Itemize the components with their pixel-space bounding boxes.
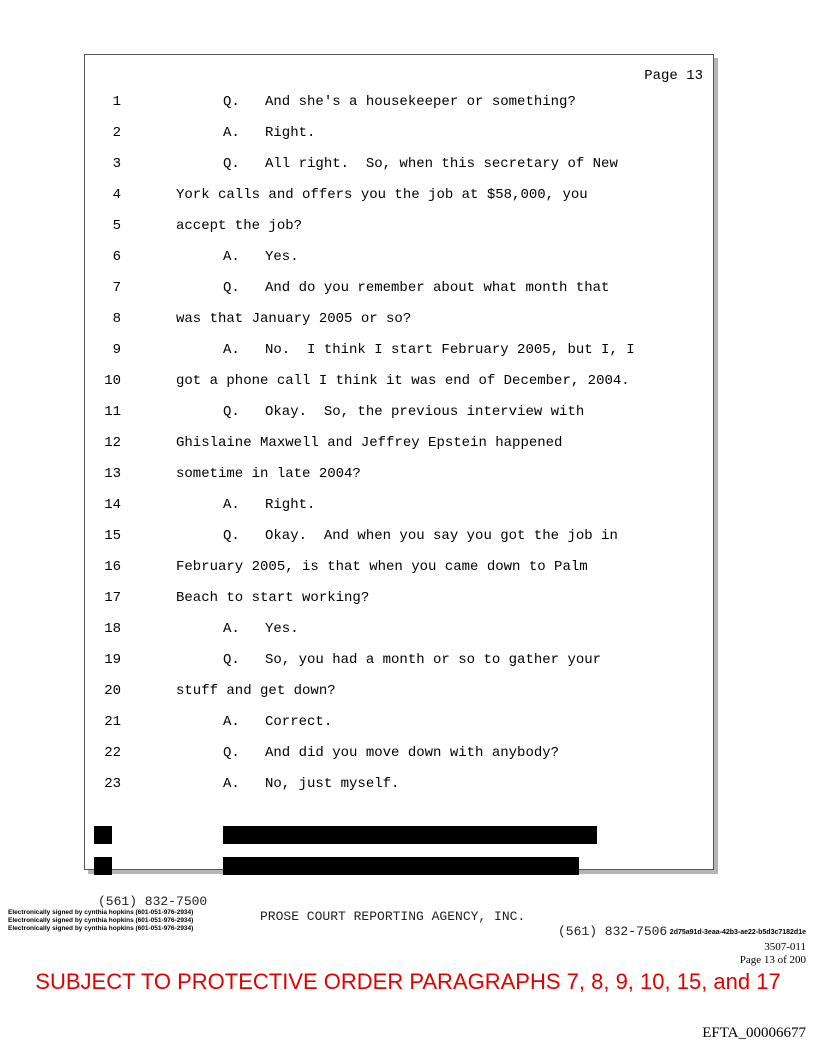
transcript-line bbox=[85, 185, 705, 205]
signature-line: Electronically signed by cynthia hopkins (601-051-976-2934) bbox=[8, 925, 194, 932]
transcript-line bbox=[85, 495, 705, 515]
line-text: A. No, just myself. bbox=[223, 776, 400, 792]
line-number: 2 bbox=[112, 125, 121, 141]
transcript-line bbox=[85, 340, 705, 360]
line-number: 3 bbox=[112, 156, 121, 172]
line-text: got a phone call I think it was end of December, 2004. bbox=[176, 373, 630, 389]
transcript-line bbox=[85, 371, 705, 391]
footer-agency: PROSE COURT REPORTING AGENCY, INC. bbox=[260, 909, 526, 924]
line-number: 15 bbox=[104, 528, 121, 544]
line-number: 20 bbox=[104, 683, 121, 699]
redaction-block bbox=[223, 826, 597, 844]
line-text: A. No. I think I start February 2005, but I, I bbox=[223, 342, 635, 358]
line-text: sometime in late 2004? bbox=[176, 466, 361, 482]
line-number: 18 bbox=[104, 621, 121, 637]
line-text: A. Correct. bbox=[223, 714, 333, 730]
line-text: Q. Okay. And when you say you got the job in bbox=[223, 528, 618, 544]
line-text: was that January 2005 or so? bbox=[176, 311, 412, 327]
line-text: Ghislaine Maxwell and Jeffrey Epstein happened bbox=[176, 435, 563, 451]
transcript-line bbox=[85, 92, 705, 112]
transcript-line bbox=[85, 154, 705, 174]
efta-id: EFTA_00006677 bbox=[702, 1025, 806, 1041]
line-text: Q. And did you move down with anybody? bbox=[223, 745, 560, 761]
line-text: Q. Okay. So, the previous interview with bbox=[223, 404, 585, 420]
transcript-line bbox=[85, 774, 705, 794]
line-text: Q. All right. So, when this secretary of New bbox=[223, 156, 618, 172]
line-number: 11 bbox=[104, 404, 121, 420]
line-number: 16 bbox=[104, 559, 121, 575]
redaction-block bbox=[223, 857, 579, 875]
transcript-line bbox=[85, 588, 705, 608]
line-number: 14 bbox=[104, 497, 121, 513]
signature-line: Electronically signed by cynthia hopkins (601-051-976-2934) bbox=[8, 917, 194, 924]
transcript-line bbox=[85, 464, 705, 484]
transcript-line bbox=[85, 743, 705, 763]
line-text: Q. And she's a housekeeper or something? bbox=[223, 94, 576, 110]
line-text: February 2005, is that when you came down to Palm bbox=[176, 559, 588, 575]
transcript-line bbox=[85, 619, 705, 639]
line-number: 1 bbox=[112, 94, 121, 110]
protective-order-notice: SUBJECT TO PROTECTIVE ORDER PARAGRAPHS 7, 8, 9, 10, 15, and 17 bbox=[35, 969, 781, 994]
page-label: Page 13 bbox=[644, 68, 703, 84]
footer-phone-left: (561) 832-7500 bbox=[98, 894, 208, 909]
line-text: York calls and offers you the job at $58,000, you bbox=[176, 187, 588, 203]
line-number: 21 bbox=[104, 714, 121, 730]
line-number: 8 bbox=[112, 311, 121, 327]
line-text: A. Yes. bbox=[223, 249, 299, 265]
line-number: 19 bbox=[104, 652, 121, 668]
line-number: 22 bbox=[104, 745, 121, 761]
bates-stamp bbox=[740, 941, 806, 967]
redaction-block bbox=[94, 857, 112, 875]
transcript-line bbox=[85, 557, 705, 577]
transcript-page bbox=[84, 54, 714, 870]
transcript-line bbox=[85, 247, 705, 267]
page-count: Page 13 of 200 bbox=[739, 954, 806, 966]
transcript-line bbox=[85, 433, 705, 453]
line-number: 17 bbox=[104, 590, 121, 606]
line-number: 6 bbox=[112, 249, 121, 265]
footer-phone-right: (561) 832-7506 bbox=[558, 924, 668, 939]
line-text: Q. And do you remember about what month that bbox=[223, 280, 610, 296]
line-number: 9 bbox=[112, 342, 121, 358]
transcript-line bbox=[85, 123, 705, 143]
line-number: 4 bbox=[112, 187, 121, 203]
line-number: 7 bbox=[112, 280, 121, 296]
transcript-line bbox=[85, 650, 705, 670]
transcript-line bbox=[85, 681, 705, 701]
line-text: stuff and get down? bbox=[176, 683, 336, 699]
signature-line: Electronically signed by cynthia hopkins (601-051-976-2934) bbox=[8, 909, 194, 916]
document-hash: 2d75a91d-3eaa-42b3-ae22-b5d3c7182d1e bbox=[669, 929, 806, 936]
transcript-line bbox=[85, 402, 705, 422]
line-text: Beach to start working? bbox=[176, 590, 370, 606]
line-number: 13 bbox=[104, 466, 121, 482]
transcript-line bbox=[85, 278, 705, 298]
line-text: A. Right. bbox=[223, 497, 316, 513]
line-number: 12 bbox=[104, 435, 121, 451]
line-number: 23 bbox=[104, 776, 121, 792]
transcript-line bbox=[85, 216, 705, 236]
redaction-block bbox=[94, 826, 112, 844]
electronic-signatures bbox=[8, 909, 193, 933]
line-number: 5 bbox=[112, 218, 121, 234]
line-text: A. Yes. bbox=[223, 621, 299, 637]
line-text: accept the job? bbox=[176, 218, 303, 234]
line-number: 10 bbox=[104, 373, 121, 389]
line-text: Q. So, you had a month or so to gather your bbox=[223, 652, 602, 668]
transcript-line bbox=[85, 526, 705, 546]
transcript-line bbox=[85, 309, 705, 329]
transcript-line bbox=[85, 712, 705, 732]
exhibit-number: 3507-011 bbox=[764, 941, 806, 953]
line-text: A. Right. bbox=[223, 125, 316, 141]
